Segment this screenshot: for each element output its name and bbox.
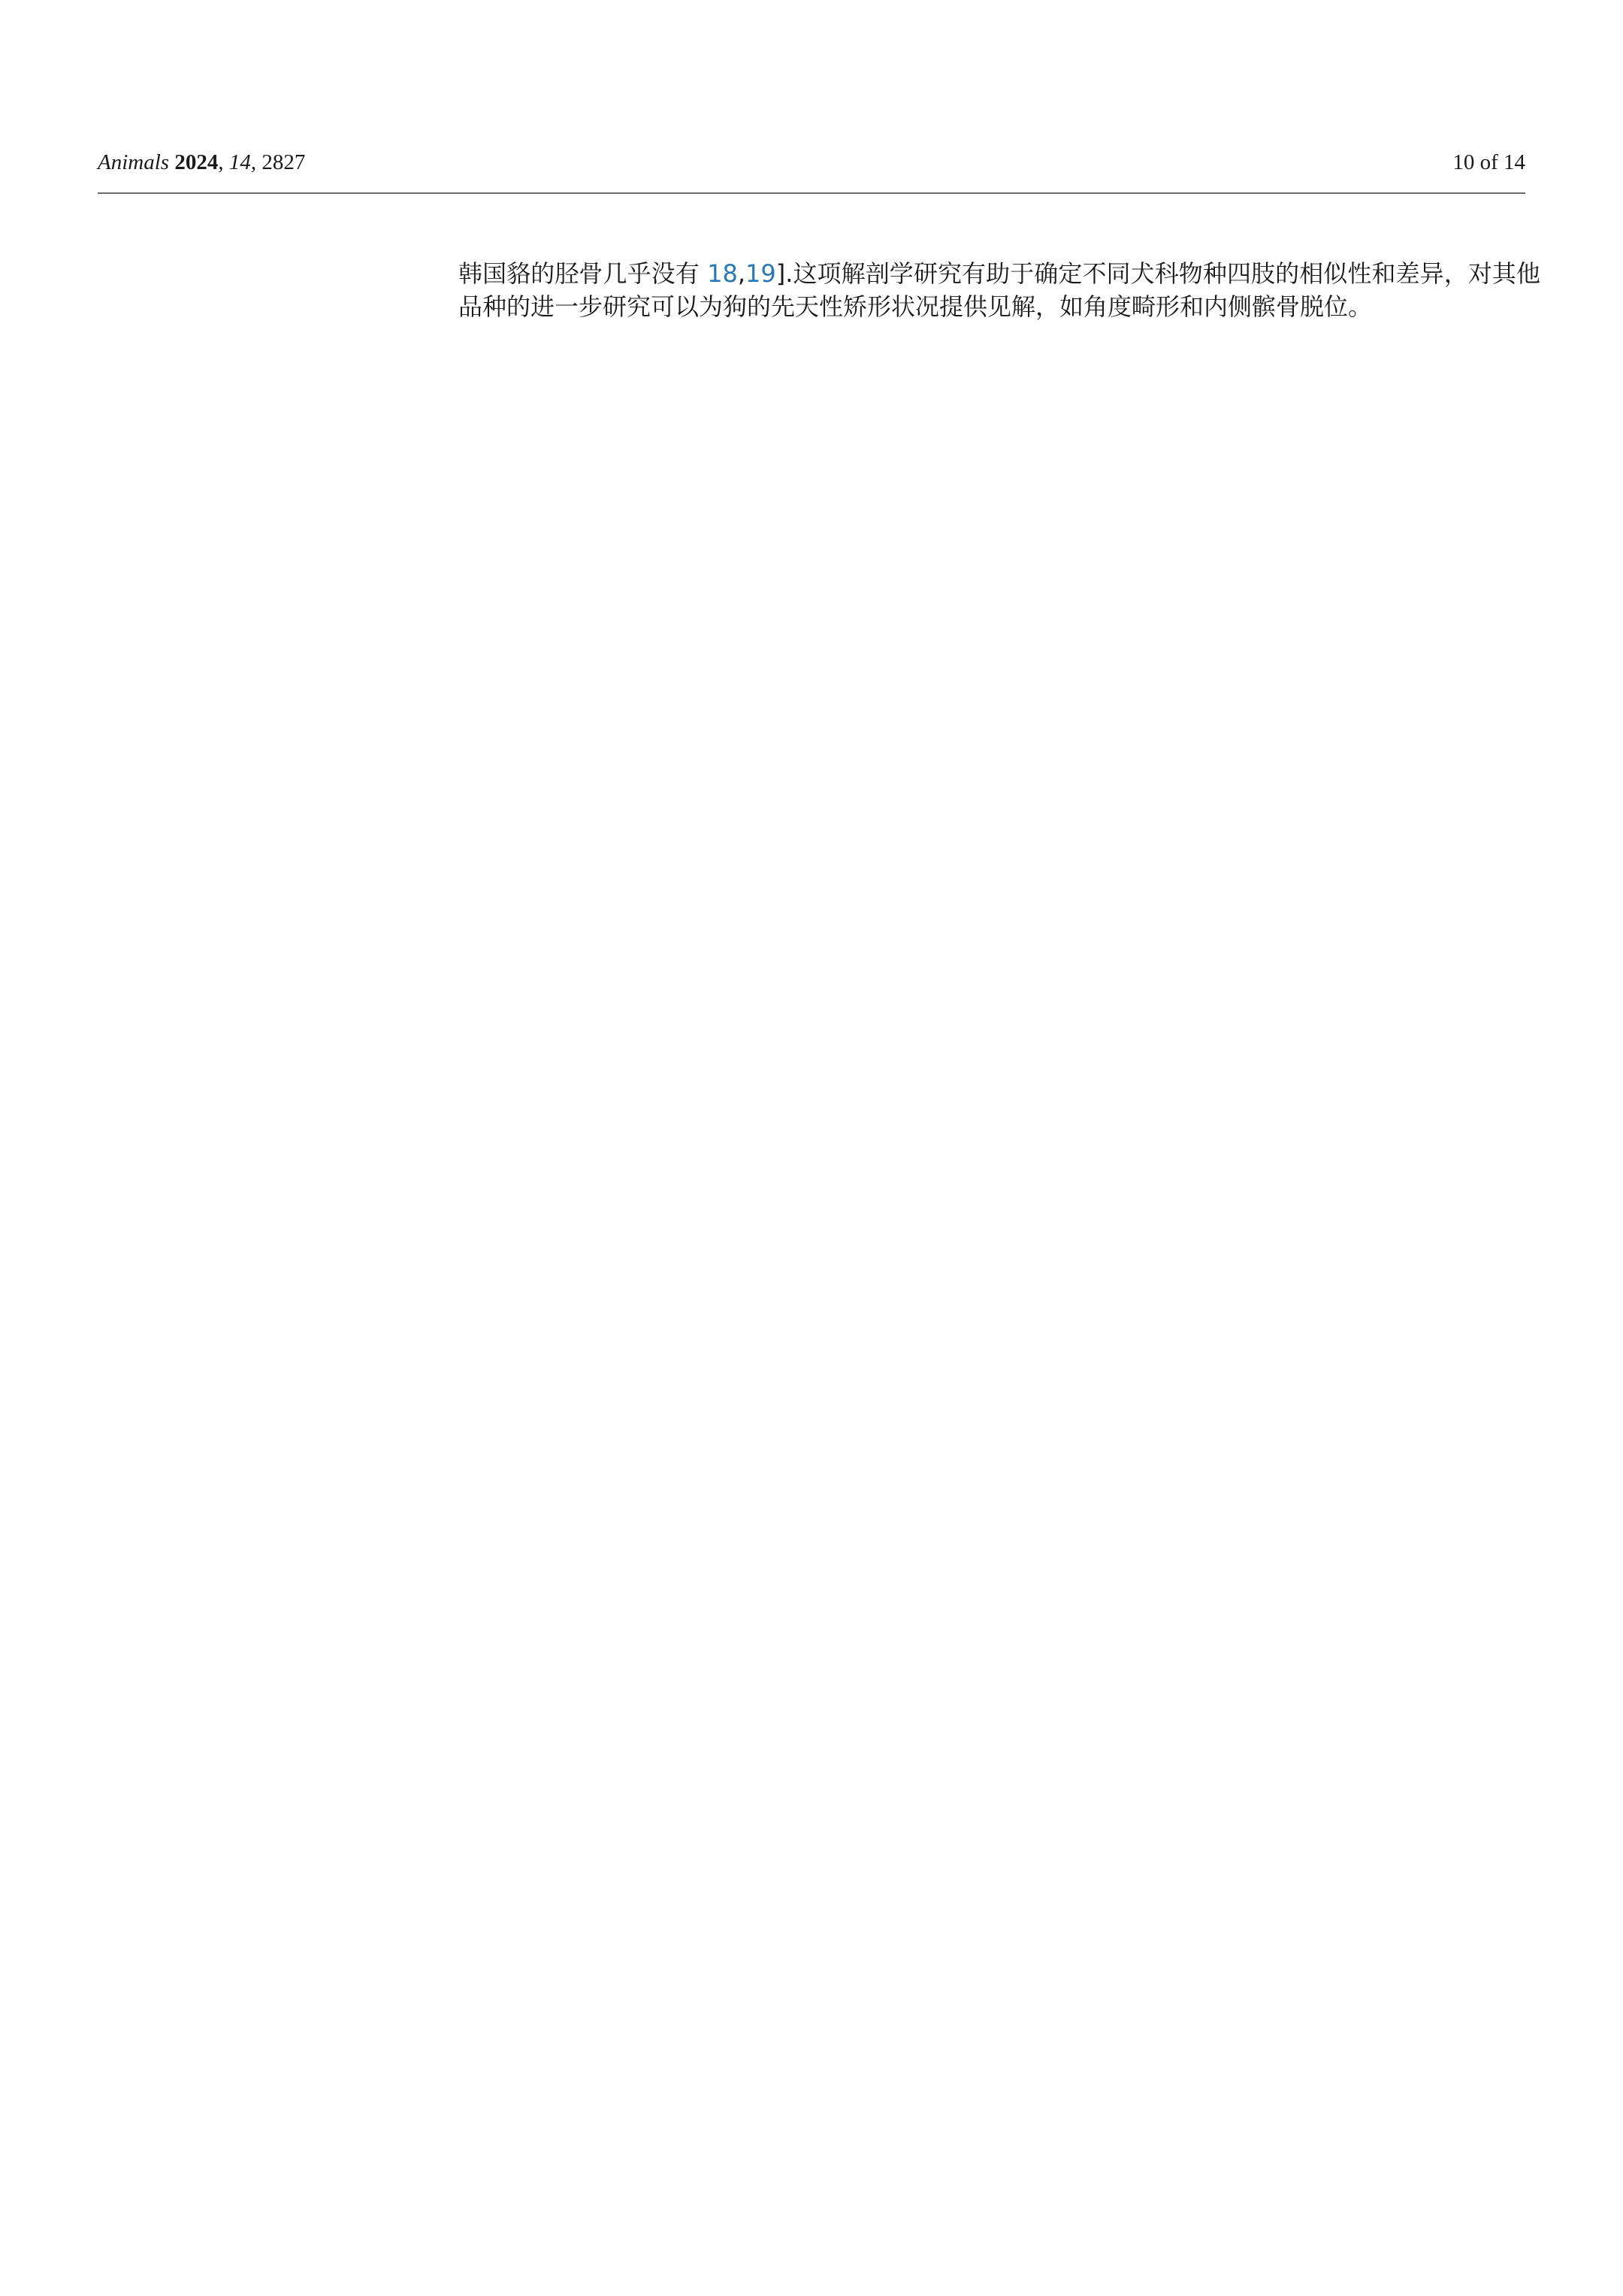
citation-link-19[interactable]: 19 bbox=[745, 259, 776, 288]
page-header bbox=[98, 150, 1525, 185]
journal-citation: Animals 2024, 14, 2827 bbox=[98, 150, 306, 174]
citation-separator: , bbox=[737, 259, 745, 288]
body-paragraph-section bbox=[458, 257, 1540, 323]
page-number: 10 of 14 bbox=[1452, 150, 1525, 174]
journal-year: 2024 bbox=[174, 150, 219, 174]
paragraph-text-end: ].这项解剖学研究有助于确定不同犬科物种四肢的相似性和差异，对其他品种的进一步研究可以为狗的先天性矫形状况提供见解，如角度畸形和内侧髌骨脱位。 bbox=[458, 259, 1540, 321]
journal-volume: 14 bbox=[228, 150, 251, 174]
citation-link-18[interactable]: 18 bbox=[707, 259, 738, 288]
body-paragraph bbox=[458, 257, 1540, 323]
paragraph-text-start: 韩国貉的胫骨几乎没有 bbox=[458, 259, 708, 288]
article-number: 2827 bbox=[261, 150, 306, 174]
header-divider bbox=[98, 192, 1525, 194]
journal-name: Animals bbox=[98, 150, 170, 174]
